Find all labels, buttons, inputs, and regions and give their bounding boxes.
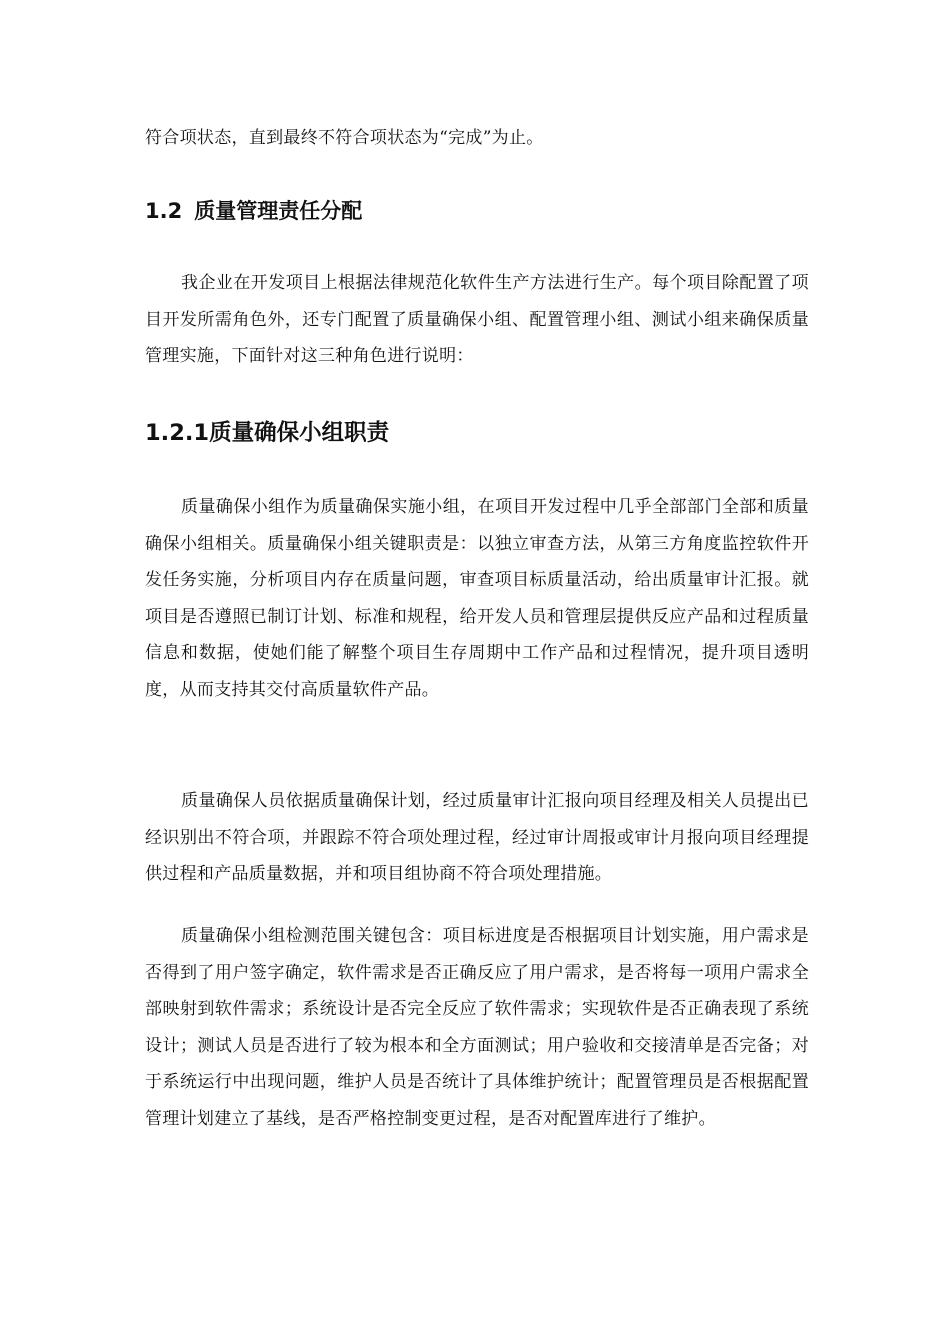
subsection-title: 质量确保小组职责 xyxy=(209,420,390,446)
section-heading-1-2 xyxy=(145,196,362,226)
qa-scope-paragraph: 质量确保小组检测范围关键包含：项目标进度是否根据项目计划实施，用户需求是否得到了用户签字确定，软件需求是否正确反应了用户需求，是否将每一项用户需求全部映射到软件需求；系统设计是否完全反应了软件需求；实现软件是否正确表现了系统设计；测试人员是否进行了较为根本和全方面测试；用户验收和交接清单是否完备；对于系统运行中出现问题，维护人员是否统计了具体维护统计；配置管理员是否根据配置管理计划建立了基线，是否严格控制变更过程，是否对配置库进行了维护。 xyxy=(145,926,809,1129)
qa-staff-paragraph: 质量确保人员依据质量确保计划，经过质量审计汇报向项目经理及相关人员提出已经识别出不符合项，并跟踪不符合项处理过程，经过审计周报或审计月报向项目经理提供过程和产品质量数据，并和项目组协商不符合项处理措施。 xyxy=(145,791,809,884)
intro-paragraph: 我企业在开发项目上根据法律规范化软件生产方法进行生产。每个项目除配置了项目开发所需角色外，还专门配置了质量确保小组、配置管理小组、测试小组来确保质量管理实施，下面针对这三种角色进行说明： xyxy=(145,273,809,366)
continuation-paragraph: 符合项状态，直到最终不符合项状态为“完成”为止。 xyxy=(145,128,544,148)
section-number: 1.2 xyxy=(145,199,183,223)
section-heading-1-2-1 xyxy=(145,417,389,449)
section-title: 质量管理责任分配 xyxy=(194,199,363,223)
qa-duties-paragraph: 质量确保小组作为质量确保实施小组，在项目开发过程中几乎全部部门全部和质量确保小组相关。质量确保小组关键职责是：以独立审查方法，从第三方角度监控软件开发任务实施，分析项目内存在质量问题，审查项目标质量活动，给出质量审计汇报。就项目是否遵照已制订计划、标准和规程，给开发人员和管理层提供反应产品和过程质量信息和数据，使她们能了解整个项目生存周期中工作产品和过程情况，提升项目透明度，从而支持其交付高质量软件产品。 xyxy=(145,497,809,700)
subsection-number: 1.2.1 xyxy=(145,420,210,446)
